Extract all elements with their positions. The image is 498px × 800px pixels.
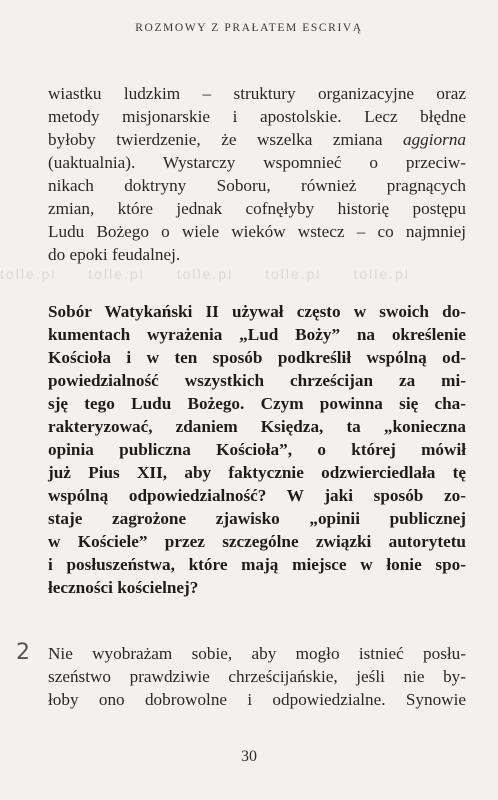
text-line: szeństwo prawdziwie chrześcijańskie, jeśli nie by- bbox=[48, 667, 466, 686]
text-line: Sobór Watykański II używał często w swoich do- bbox=[48, 302, 466, 321]
italic-term: aggiorna bbox=[402, 130, 467, 149]
text-line: staje zagrożone zjawisko „opinii publicznej bbox=[48, 509, 466, 528]
text-line: sję tego Ludu Bożego. Czym powinna się cha- bbox=[48, 394, 466, 413]
text-line: nikach doktryny Soboru, również pragnących bbox=[48, 176, 466, 195]
text-line: Ludu Bożego o wiele wieków wstecz – co najmniej bbox=[48, 222, 466, 241]
text-line: łeczności kościelnej? bbox=[48, 578, 199, 597]
text-line: rakteryzować, zdaniem Księdza, ta „konieczna bbox=[48, 417, 466, 436]
text-line: i posłuszeństwa, które mają miejsce w łonie spo- bbox=[48, 555, 466, 574]
text-line: już Pius XII, aby faktycznie odzwierciedlała tę bbox=[48, 463, 466, 482]
text-line: Nie wyobrażam sobie, aby mogło istnieć posłu- bbox=[48, 644, 466, 663]
text-line: powiedzialność wszystkich chrześcijan za mi- bbox=[48, 371, 466, 390]
text-line: kumentach wyrażenia „Lud Boży” na określenie bbox=[48, 325, 466, 344]
running-head: ROZMOWY Z PRAŁATEM ESCRIVĄ bbox=[135, 22, 363, 34]
text-line: wiastku ludzkim – struktury organizacyjne oraz bbox=[48, 84, 466, 103]
text-line: łoby ono dobrowolne i odpowiedzialne. Synowie bbox=[48, 690, 466, 709]
body-paragraph-2 bbox=[48, 642, 466, 711]
page-number: 30 bbox=[241, 748, 257, 765]
text-line: Kościoła i w ten sposób podkreślił wspólną od- bbox=[48, 348, 466, 367]
watermark bbox=[0, 266, 498, 296]
body-paragraph-1 bbox=[48, 82, 466, 266]
watermark-text: tolle.pl bbox=[265, 266, 322, 282]
text-line: opinia publiczna Kościoła”, o której mówił bbox=[48, 440, 466, 459]
text-line bbox=[48, 128, 466, 151]
text-line: metody misjonarskie i apostolskie. Lecz błędne bbox=[48, 107, 466, 126]
watermark-text: tolle.pl bbox=[88, 266, 145, 282]
text-line: wspólną odpowiedzialność? W jaki sposób zo- bbox=[48, 486, 466, 505]
text-line: do epoki feudalnej. bbox=[48, 245, 181, 264]
text-line: (uaktualnia). Wystarczy wspomnieć o przeciw- bbox=[48, 153, 466, 172]
watermark-text: tolle.pl bbox=[176, 266, 234, 282]
interview-question bbox=[48, 300, 466, 599]
watermark-text: tolle.pl bbox=[0, 266, 57, 282]
margin-number: 2 bbox=[16, 640, 30, 665]
watermark-text: tolle.pl bbox=[353, 266, 410, 282]
text-line: zmian, które jednak cofnęłyby historię postępu bbox=[48, 199, 466, 218]
text-line-part: byłoby twierdzenie, że wszelka zmiana bbox=[48, 130, 383, 149]
text-line: w Kościele” przez szczególne związki autorytetu bbox=[48, 532, 466, 551]
